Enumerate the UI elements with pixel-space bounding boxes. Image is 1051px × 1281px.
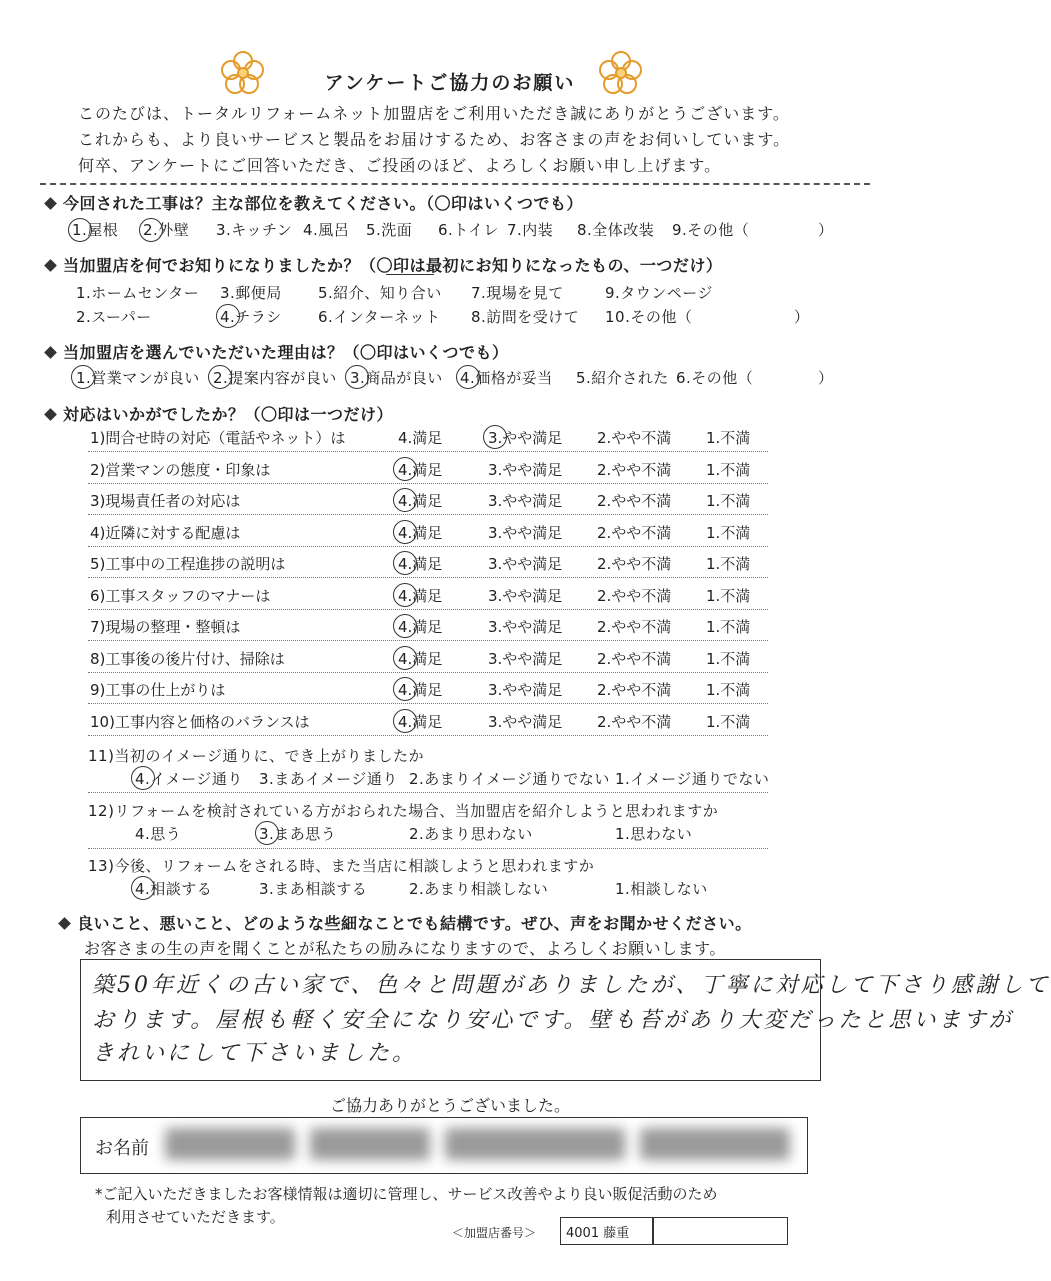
q1-option[interactable]: 7.内装 bbox=[507, 221, 554, 239]
selection-circle bbox=[139, 218, 163, 242]
selection-circle bbox=[393, 646, 417, 670]
row-divider bbox=[88, 848, 768, 849]
rating-option[interactable]: 4.満足 bbox=[398, 524, 443, 542]
q12-option[interactable]: 4.思う bbox=[135, 825, 182, 843]
rating-option[interactable]: 1.不満 bbox=[706, 555, 751, 573]
rating-row-label: 1)問合せ時の対応（電話やネット）は bbox=[90, 429, 346, 447]
q2-option[interactable]: 2.スーパー bbox=[76, 308, 152, 326]
q3-option[interactable]: 3.商品が良い bbox=[350, 369, 443, 387]
q11-option[interactable]: 4.イメージ通り bbox=[135, 770, 243, 788]
privacy-note-1: *ご記入いただきましたお客様情報は適切に管理し、サービス改善やより良い販促活動のため bbox=[95, 1185, 718, 1203]
row-divider bbox=[88, 735, 768, 736]
q13-option[interactable]: 1.相談しない bbox=[615, 880, 708, 898]
rating-option[interactable]: 1.不満 bbox=[706, 650, 751, 668]
rating-option[interactable]: 1.不満 bbox=[706, 713, 751, 731]
handwritten-comment-line-3: きれいにして下さいました。 bbox=[92, 1041, 418, 1066]
selection-circle bbox=[255, 821, 279, 845]
intro-line-3: 何卒、アンケートにご回答いただき、ご投函のほど、よろしくお願い申し上げます。 bbox=[78, 156, 722, 175]
rating-option[interactable]: 4.満足 bbox=[398, 713, 443, 731]
selection-circle bbox=[68, 218, 92, 242]
handwritten-underline bbox=[386, 274, 434, 275]
q12-option[interactable]: 2.あまり思わない bbox=[409, 825, 533, 843]
rating-option[interactable]: 2.やや不満 bbox=[597, 461, 672, 479]
q2-option[interactable]: 9.タウンページ bbox=[605, 284, 714, 302]
rating-row bbox=[0, 553, 900, 583]
q2-option[interactable]: 8.訪問を受けて bbox=[471, 308, 580, 326]
selection-circle bbox=[71, 365, 95, 389]
row-divider bbox=[88, 483, 768, 484]
store-number-box bbox=[652, 1217, 788, 1245]
row-divider bbox=[88, 546, 768, 547]
rating-row bbox=[0, 616, 900, 646]
comment-prompt-2: お客さまの生の声を聞くことが私たちの励みになりますので、よろしくお願いします。 bbox=[84, 939, 726, 958]
q2-option[interactable]: 4.チラシ bbox=[220, 308, 282, 326]
rating-option[interactable]: 4.満足 bbox=[398, 681, 443, 699]
q13-option[interactable]: 2.あまり相談しない bbox=[409, 880, 549, 898]
intro-line-2: これからも、より良いサービスと製品をお届けするため、お客さまの声をお伺いしています。 bbox=[78, 130, 791, 149]
rating-option[interactable]: 4.満足 bbox=[398, 429, 443, 447]
q1-option[interactable]: 8.全体改装 bbox=[577, 221, 655, 239]
redacted-name bbox=[640, 1128, 790, 1160]
q3-option[interactable]: 5.紹介された bbox=[576, 369, 669, 387]
q2-option[interactable]: 10.その他（ bbox=[605, 308, 693, 326]
intro-line-1: このたびは、トータルリフォームネット加盟店をご利用いただき誠にありがとうございます。 bbox=[78, 104, 790, 123]
name-label: お名前 bbox=[95, 1138, 149, 1159]
handwritten-comment-line-2: おります。屋根も軽く安全になり安心です。壁も苔があり大変だったと思いますが bbox=[92, 1008, 1014, 1033]
q12-label: 12)リフォームを検討されている方がおられた場合、当加盟店を紹介しようと思われますか bbox=[88, 802, 719, 820]
row-divider bbox=[88, 703, 768, 704]
rating-option[interactable]: 2.やや不満 bbox=[597, 681, 672, 699]
rating-row bbox=[0, 711, 900, 741]
q2-option[interactable]: 5.紹介、知り合い bbox=[318, 284, 442, 302]
rating-option[interactable]: 3.やや満足 bbox=[488, 555, 563, 573]
rating-option[interactable]: 3.やや満足 bbox=[488, 461, 563, 479]
rating-option[interactable]: 3.やや満足 bbox=[488, 713, 563, 731]
rating-row-label: 8)工事後の後片付け、掃除は bbox=[90, 650, 285, 668]
selection-circle bbox=[393, 677, 417, 701]
rating-option[interactable]: 2.やや不満 bbox=[597, 650, 672, 668]
q1-option[interactable]: 1.屋根 bbox=[72, 221, 119, 239]
rating-option[interactable]: 3.やや満足 bbox=[488, 681, 563, 699]
q1-label: 今回された工事は？主な部位を教えてください。（〇印はいくつでも） bbox=[42, 191, 583, 214]
page-title: アンケートご協力のお願い bbox=[324, 72, 576, 94]
divider bbox=[40, 183, 870, 185]
q2-note: （〇印は最初にお知りになったもの、一つだけ） bbox=[360, 256, 723, 275]
q2-option[interactable]: 3.郵便局 bbox=[220, 284, 282, 302]
selection-circle bbox=[393, 614, 417, 638]
q3-option[interactable]: 4.価格が妥当 bbox=[460, 369, 553, 387]
rating-row bbox=[0, 648, 900, 678]
rating-option[interactable]: 3.やや満足 bbox=[488, 650, 563, 668]
rating-row-label: 9)工事の仕上がりは bbox=[90, 681, 226, 699]
q1-option[interactable]: 3.キッチン bbox=[216, 221, 293, 239]
q1-option[interactable]: 4.風呂 bbox=[303, 221, 350, 239]
redacted-name bbox=[165, 1128, 295, 1160]
rating-option[interactable]: 1.不満 bbox=[706, 524, 751, 542]
q11-option[interactable]: 2.あまりイメージ通りでない bbox=[409, 770, 610, 788]
selection-circle bbox=[393, 488, 417, 512]
rating-option[interactable]: 1.不満 bbox=[706, 429, 751, 447]
q1-option: ） bbox=[818, 221, 834, 239]
selection-circle bbox=[393, 520, 417, 544]
selection-circle bbox=[208, 365, 232, 389]
selection-circle bbox=[456, 365, 480, 389]
rating-option[interactable]: 4.満足 bbox=[398, 461, 443, 479]
rating-option[interactable]: 1.不満 bbox=[706, 618, 751, 636]
row-divider bbox=[88, 672, 768, 673]
rating-option[interactable]: 1.不満 bbox=[706, 681, 751, 699]
rating-option[interactable]: 4.満足 bbox=[398, 555, 443, 573]
q3-option[interactable]: 6.その他（ bbox=[676, 369, 754, 387]
privacy-note-2: 利用させていただきます。 bbox=[106, 1208, 285, 1226]
selection-circle bbox=[216, 304, 240, 328]
rating-option[interactable]: 1.不満 bbox=[706, 461, 751, 479]
q1-option[interactable]: 2.外壁 bbox=[143, 221, 190, 239]
redacted-name bbox=[445, 1128, 625, 1160]
store-number-value: 4001 藤重 bbox=[566, 1226, 630, 1241]
rating-option[interactable]: 2.やや不満 bbox=[597, 618, 672, 636]
rating-row bbox=[0, 522, 900, 552]
row-divider bbox=[88, 792, 768, 793]
q3-label: 当加盟店を選んでいただいた理由は？（〇印はいくつでも） bbox=[42, 340, 509, 363]
selection-circle bbox=[393, 457, 417, 481]
rating-option[interactable]: 4.満足 bbox=[398, 587, 443, 605]
rating-option[interactable]: 1.不満 bbox=[706, 492, 751, 510]
rating-option[interactable]: 3.やや満足 bbox=[488, 587, 563, 605]
q13-option[interactable]: 3.まあ相談する bbox=[259, 880, 368, 898]
q2-label: 当加盟店を何でお知りになりましたか？（〇印は最初にお知りになったもの、一つだけ） bbox=[42, 253, 722, 276]
row-divider bbox=[88, 609, 768, 610]
q4-label: 対応はいかがでしたか？（〇印は一つだけ） bbox=[42, 402, 393, 425]
q1-option[interactable]: 5.洗面 bbox=[366, 221, 413, 239]
rating-option[interactable]: 2.やや不満 bbox=[597, 429, 672, 447]
selection-circle bbox=[393, 583, 417, 607]
rating-option[interactable]: 4.満足 bbox=[398, 492, 443, 510]
rating-row-label: 3)現場責任者の対応は bbox=[90, 492, 241, 510]
q11-option[interactable]: 3.まあイメージ通り bbox=[259, 770, 398, 788]
thanks-text: ご協力ありがとうございました。 bbox=[329, 1096, 570, 1115]
rating-option[interactable]: 3.やや満足 bbox=[488, 429, 563, 447]
rating-row bbox=[0, 679, 900, 709]
comment-prompt-1: 良いこと、悪いこと、どのような些細なことでも結構です。ぜひ、声をお聞かせください。 bbox=[56, 911, 752, 934]
rating-row-label: 2)営業マンの態度・印象は bbox=[90, 461, 271, 479]
rating-row bbox=[0, 490, 900, 520]
rating-row bbox=[0, 585, 900, 615]
selection-circle bbox=[393, 709, 417, 733]
handwritten-comment-line-1: 築50年近くの古い家で、色々と問題がありましたが、丁寧に対応して下さり感謝して bbox=[92, 973, 1051, 998]
rating-option[interactable]: 2.やや不満 bbox=[597, 587, 672, 605]
q1-option[interactable]: 6.トイレ bbox=[438, 221, 500, 239]
q3-option[interactable]: 1.営業マンが良い bbox=[76, 369, 200, 387]
rating-option[interactable]: 2.やや不満 bbox=[597, 555, 672, 573]
row-divider bbox=[88, 514, 768, 515]
rating-option[interactable]: 4.満足 bbox=[398, 650, 443, 668]
rating-option[interactable]: 1.不満 bbox=[706, 587, 751, 605]
row-divider bbox=[88, 640, 768, 641]
rating-row bbox=[0, 459, 900, 489]
redacted-name bbox=[310, 1128, 430, 1160]
rating-option[interactable]: 2.やや不満 bbox=[597, 524, 672, 542]
rating-row-label: 5)工事中の工程進捗の説明は bbox=[90, 555, 286, 573]
q3-option[interactable]: 2.提案内容が良い bbox=[213, 369, 337, 387]
rating-row-label: 6)工事スタッフのマナーは bbox=[90, 587, 271, 605]
q13-label: 13)今後、リフォームをされる時、また当店に相談しようと思われますか bbox=[88, 857, 595, 875]
rating-option[interactable]: 4.満足 bbox=[398, 618, 443, 636]
rating-option[interactable]: 3.やや満足 bbox=[488, 492, 563, 510]
q2-option[interactable]: 6.インターネット bbox=[318, 308, 441, 326]
rating-option[interactable]: 2.やや不満 bbox=[597, 492, 672, 510]
selection-circle bbox=[483, 425, 507, 449]
rating-row-label: 4)近隣に対する配慮は bbox=[90, 524, 241, 542]
rating-row-label: 10)工事内容と価格のバランスは bbox=[90, 713, 310, 731]
rating-option[interactable]: 3.やや満足 bbox=[488, 618, 563, 636]
q12-option[interactable]: 1.思わない bbox=[615, 825, 693, 843]
selection-circle bbox=[131, 876, 155, 900]
selection-circle bbox=[131, 766, 155, 790]
q11-option[interactable]: 1.イメージ通りでない bbox=[615, 770, 770, 788]
q3-option: ） bbox=[818, 369, 834, 387]
selection-circle bbox=[393, 551, 417, 575]
q11-label: 11)当初のイメージ通りに、でき上がりましたか bbox=[88, 747, 424, 765]
rating-row-label: 7)現場の整理・整頓は bbox=[90, 618, 241, 636]
row-divider bbox=[88, 451, 768, 452]
rating-option[interactable]: 2.やや不満 bbox=[597, 713, 672, 731]
q13-option[interactable]: 4.相談する bbox=[135, 880, 213, 898]
rating-row bbox=[0, 427, 900, 457]
q2-option: ） bbox=[794, 308, 810, 326]
store-number-label: ＜加盟店番号＞ bbox=[452, 1226, 537, 1240]
q12-option[interactable]: 3.まあ思う bbox=[259, 825, 337, 843]
q2-option[interactable]: 1.ホームセンター bbox=[76, 284, 200, 302]
q1-option[interactable]: 9.その他（ bbox=[672, 221, 750, 239]
q2-option[interactable]: 7.現場を見て bbox=[471, 284, 564, 302]
row-divider bbox=[88, 577, 768, 578]
selection-circle bbox=[345, 365, 369, 389]
rating-option[interactable]: 3.やや満足 bbox=[488, 524, 563, 542]
